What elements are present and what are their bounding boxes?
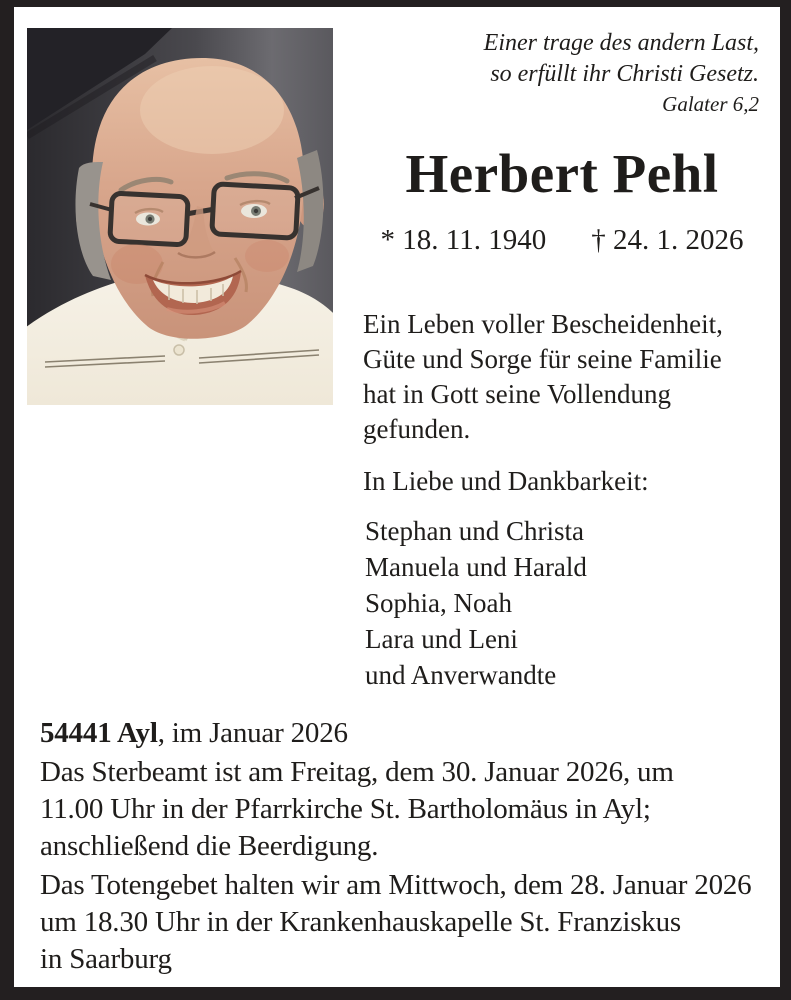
quote-line-2: so erfüllt ihr Christi Gesetz.: [490, 61, 759, 87]
gratitude-heading: In Liebe und Dankbarkeit:: [363, 466, 649, 496]
postal-place: 54441 Ayl: [40, 717, 158, 749]
scripture-quote: [363, 28, 761, 119]
funeral-details: [40, 715, 761, 978]
prayer-line: in Saarburg: [40, 943, 172, 975]
quote-line-1: Einer trage des andern Last,: [483, 30, 759, 56]
tribute-line: gefunden.: [363, 414, 471, 444]
birth-date: * 18. 11. 1940: [380, 224, 547, 256]
mourner-name: Stephan und Christa: [365, 516, 584, 546]
tribute-line: hat in Gott seine Vollendung: [363, 379, 671, 409]
service-announcement: [40, 754, 761, 865]
top-section: [27, 28, 761, 693]
death-date: † 24. 1. 2026: [591, 224, 744, 256]
portrait-photo: [27, 28, 333, 405]
service-line: 11.00 Uhr in der Pfarrkirche St. Bartholomäus in Ayl;: [40, 793, 651, 825]
prayer-line: Das Totengebet halten wir am Mittwoch, dem 28. Januar 2026: [40, 869, 752, 901]
life-dates: [363, 223, 761, 257]
deceased-name: Herbert Pehl: [405, 143, 719, 204]
tribute-text: [363, 307, 761, 447]
mourners-list: [363, 513, 761, 693]
mourner-name: Sophia, Noah: [365, 588, 512, 618]
prayer-line: um 18.30 Uhr in der Krankenhauskapelle St. Franziskus: [40, 906, 681, 938]
place-date-rest: , im Januar 2026: [157, 717, 348, 749]
portrait-illustration: [27, 28, 333, 405]
prayer-announcement: [40, 867, 761, 978]
tribute-line: Ein Leben voller Bescheidenheit,: [363, 309, 723, 339]
mourner-name: Manuela und Harald: [365, 552, 587, 582]
mourner-name: Lara und Leni: [365, 624, 518, 654]
mourner-name: und Anverwandte: [365, 660, 557, 690]
quote-source: Galater 6,2: [662, 92, 759, 116]
service-line: Das Sterbeamt ist am Freitag, dem 30. Januar 2026, um: [40, 756, 674, 788]
tribute-line: Güte und Sorge für seine Familie: [363, 344, 722, 374]
right-column: [363, 28, 761, 693]
service-line: anschließend die Beerdigung.: [40, 830, 379, 862]
place-date-line: [40, 715, 761, 752]
